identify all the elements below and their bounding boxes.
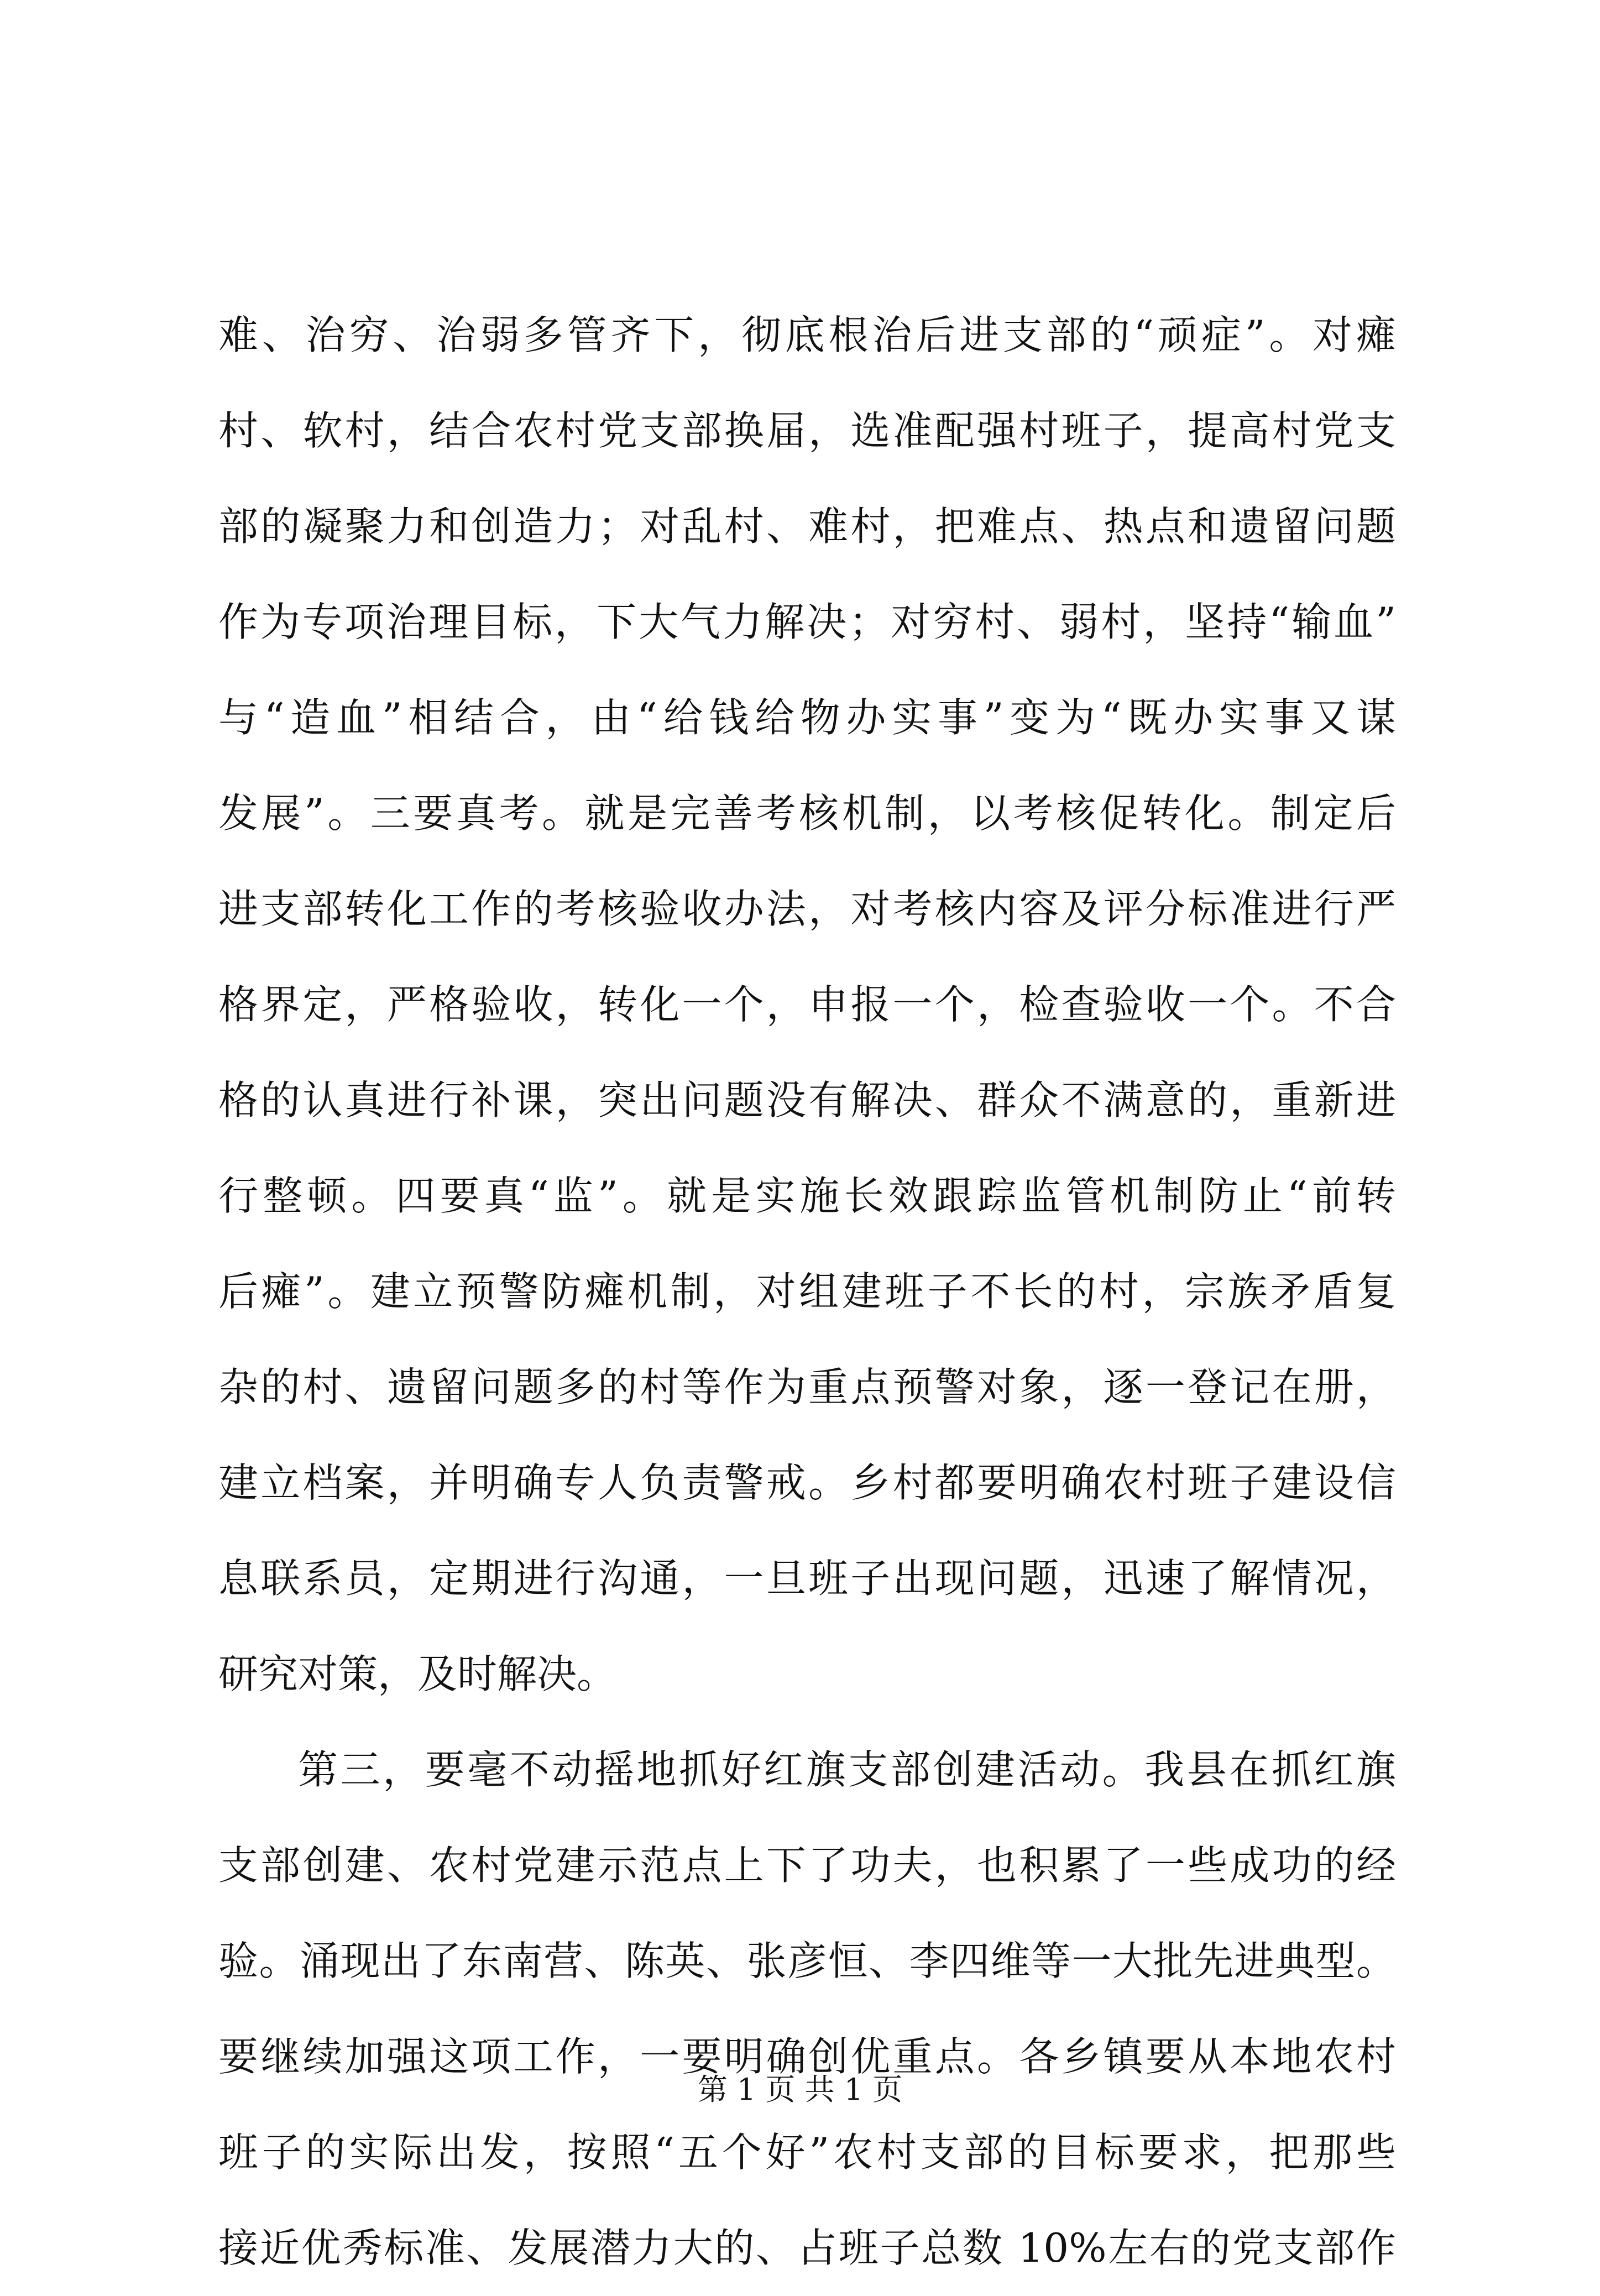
text-line: 发展”。三要真考。就是完善考核机制，以考核促转化。制定后 xyxy=(218,790,1396,836)
text-line: 验。涌现出了东南营、陈英、张彦恒、李四维等一大批先进典型。 xyxy=(218,1938,1396,1984)
text-line: 接近优秀标准、发展潜力大的、占班子总数 10%左右的党支部作 xyxy=(218,2225,1396,2271)
text-line: 村、软村，结合农村党支部换届，选准配强村班子，提高村党支 xyxy=(218,407,1396,454)
text-line: 部的凝聚力和创造力；对乱村、难村，把难点、热点和遗留问题 xyxy=(218,503,1396,550)
text-line: 支部创建、农村党建示范点上下了功夫，也积累了一些成功的经 xyxy=(218,1842,1396,1889)
paragraph-1 xyxy=(218,287,1396,1722)
text-line: 难、治穷、治弱多管齐下，彻底根治后进支部的“顽症”。对瘫 xyxy=(218,312,1396,358)
text-line: 格的认真进行补课，突出问题没有解决、群众不满意的，重新进 xyxy=(218,1077,1396,1123)
text-line: 格界定，严格验收，转化一个，申报一个，检查验收一个。不合 xyxy=(218,981,1396,1028)
text-line: 第三，要毫不动摇地抓好红旗支部创建活动。我县在抓红旗 xyxy=(298,1746,1396,1793)
text-line: 杂的村、遗留问题多的村等作为重点预警对象，逐一登记在册， xyxy=(218,1364,1396,1410)
text-line: 行整顿。四要真“监”。就是实施长效跟踪监管机制防止“前转 xyxy=(218,1173,1396,1219)
text-line: 建立档案，并明确专人负责警戒。乡村都要明确农村班子建设信 xyxy=(218,1460,1396,1506)
text-line: 进支部转化工作的考核验收办法，对考核内容及评分标准进行严 xyxy=(218,886,1396,932)
text-line: 研究对策，及时解决。 xyxy=(218,1651,617,1697)
document-body xyxy=(218,287,1396,2296)
page-footer: 第 1 页 共 1 页 xyxy=(697,2072,903,2107)
text-line: 与“造血”相结合，由“给钱给物办实事”变为“既办实事又谋 xyxy=(218,694,1396,741)
paragraph-2 xyxy=(218,1722,1396,2296)
text-line: 后瘫”。建立预警防瘫机制，对组建班子不长的村，宗族矛盾复 xyxy=(218,1268,1396,1315)
text-line: 班子的实际出发，按照“五个好”农村支部的目标要求，把那些 xyxy=(218,2129,1396,2175)
text-line: 要继续加强这项工作，一要明确创优重点。各乡镇要从本地农村 xyxy=(218,2033,1396,2080)
text-line: 息联系员，定期进行沟通，一旦班子出现问题，迅速了解情况， xyxy=(218,1555,1396,1602)
text-line: 作为专项治理目标，下大气力解决；对穷村、弱村，坚持“输血” xyxy=(218,599,1396,645)
